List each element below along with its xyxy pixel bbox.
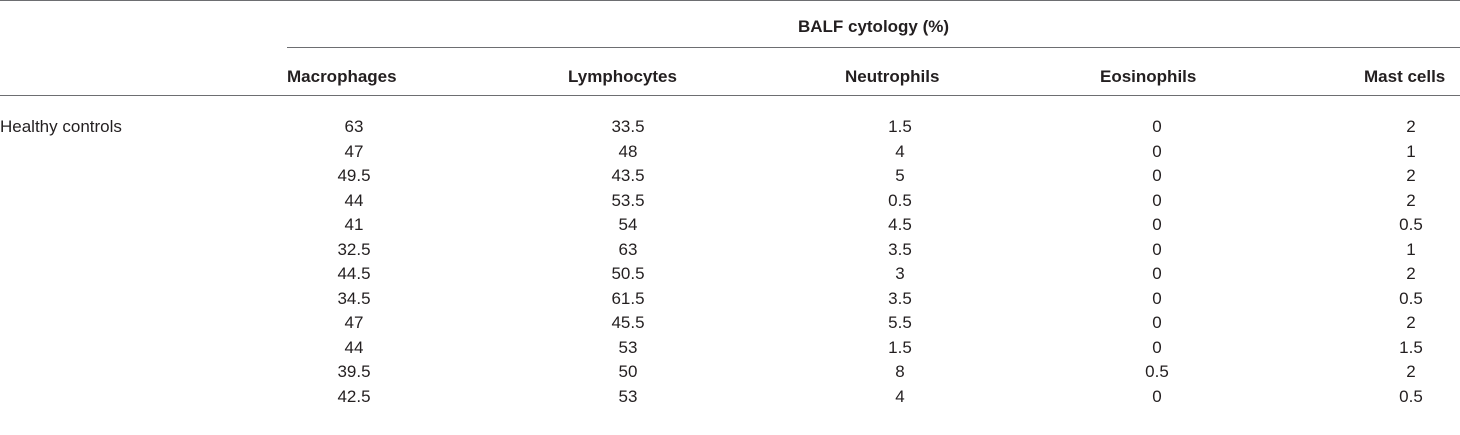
table-cell: 53.5 [611, 190, 645, 210]
table-cell: 2 [1406, 190, 1416, 210]
column-header-mast-cells: Mast cells [1364, 67, 1446, 86]
table-cell: 54 [618, 215, 638, 234]
table-cell: 0.5 [1145, 362, 1169, 381]
table-cell: 0.5 [888, 190, 912, 210]
table-cell: 1 [1406, 141, 1416, 161]
table-cell: 0 [1152, 337, 1162, 357]
table-cell: 43.5 [611, 166, 645, 185]
table-cell: 0 [1152, 386, 1162, 406]
table-cell: 50.5 [611, 264, 645, 283]
column-header-lymphocytes: Lymphocytes [568, 67, 677, 86]
header-bottom-rule [0, 95, 1460, 96]
table-cell: 2 [1406, 117, 1416, 136]
column-group-header: BALF cytology (%) [797, 17, 950, 36]
table-cell: 0 [1152, 141, 1162, 161]
table-cell: 5.5 [888, 313, 912, 332]
table-cell: 0.5 [1399, 215, 1423, 234]
table-cell: 44 [344, 337, 364, 357]
table-cell: 2 [1406, 362, 1416, 381]
table-cell: 1.5 [888, 117, 912, 136]
column-header-macrophages: Macrophages [287, 67, 397, 86]
table-cell: 4.5 [888, 215, 912, 234]
table-cell: 3.5 [888, 239, 912, 259]
table-cell: 61.5 [611, 288, 645, 308]
table-cell: 1.5 [888, 337, 912, 357]
table-cell: 48 [618, 141, 638, 161]
table-cell: 0 [1152, 215, 1162, 234]
table-cell: 0 [1152, 190, 1162, 210]
table-cell: 32.5 [337, 239, 371, 259]
table-cell: 5 [895, 166, 905, 185]
table-cell: 45.5 [611, 313, 645, 332]
table-cell: 50 [618, 362, 638, 381]
table-cell: 1 [1406, 239, 1416, 259]
table-cell: 4 [895, 141, 905, 161]
table-cell: 0.5 [1399, 386, 1423, 406]
table-cell: 44 [344, 190, 364, 210]
table-cell: 8 [895, 362, 905, 381]
group-header-rule [287, 47, 1460, 48]
table-cell: 3 [895, 264, 905, 283]
table-cell: 53 [618, 337, 638, 357]
table-cell: 49.5 [337, 166, 371, 185]
table-cell: 0 [1152, 117, 1162, 136]
table-cell: 63 [618, 239, 638, 259]
table-cell: 42.5 [337, 386, 371, 406]
table-cell: 53 [618, 386, 638, 406]
table-cell: 41 [344, 215, 364, 234]
table-cell: 63 [344, 117, 364, 136]
table-cell: 0 [1152, 288, 1162, 308]
table-cell: 2 [1406, 313, 1416, 332]
row-group-label: Healthy controls [0, 117, 122, 136]
table-cell: 0 [1152, 264, 1162, 283]
table-cell: 3.5 [888, 288, 912, 308]
table-top-rule [0, 0, 1460, 1]
table-cell: 47 [344, 141, 364, 161]
table-cell: 2 [1406, 166, 1416, 185]
table-cell: 39.5 [337, 362, 371, 381]
column-header-neutrophils: Neutrophils [845, 67, 940, 86]
table-cell: 34.5 [337, 288, 371, 308]
table-cell: 0 [1152, 239, 1162, 259]
table-cell: 47 [344, 313, 364, 332]
table-cell: 1.5 [1399, 337, 1423, 357]
column-header-eosinophils: Eosinophils [1100, 67, 1197, 86]
table-cell: 2 [1406, 264, 1416, 283]
table-cell: 4 [895, 386, 905, 406]
table-cell: 0 [1152, 166, 1162, 185]
table-cell: 0.5 [1399, 288, 1423, 308]
table-cell: 33.5 [611, 117, 645, 136]
table-cell: 44.5 [337, 264, 371, 283]
table-cell: 0 [1152, 313, 1162, 332]
